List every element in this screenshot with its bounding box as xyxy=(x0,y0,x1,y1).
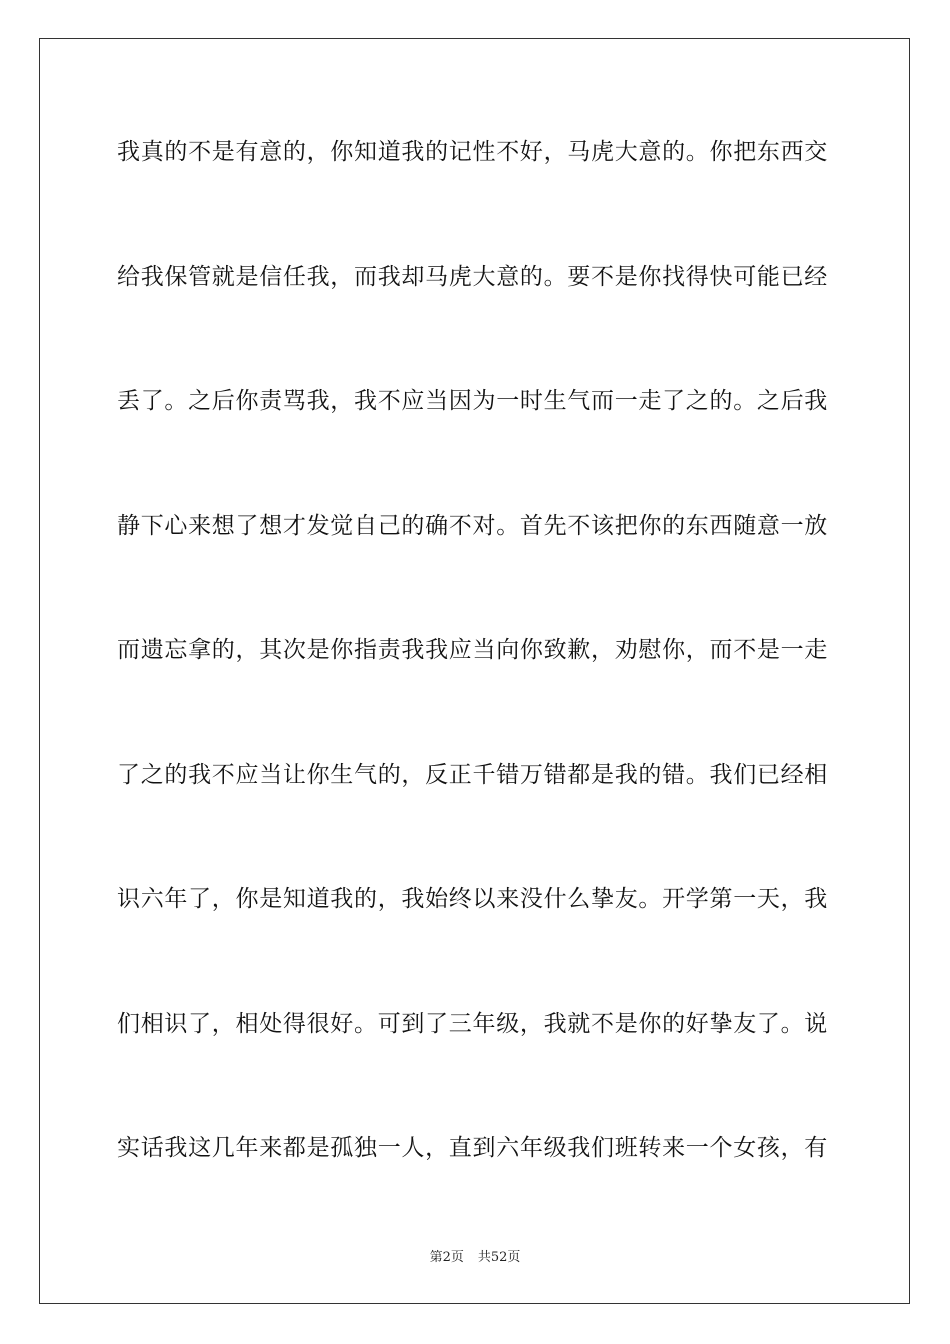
text-line-3: 丢了。之后你责骂我，我不应当因为一时生气而一走了之的。之后我 xyxy=(117,388,828,414)
page-number-total: 共52页 xyxy=(477,1250,521,1265)
page-footer xyxy=(0,1246,950,1265)
document-body xyxy=(117,128,833,1249)
text-line-1: 我真的不是有意的，你知道我的记性不好，马虎大意的。你把东西交 xyxy=(117,139,828,165)
text-line-2: 给我保管就是信任我，而我却马虎大意的。要不是你找得快可能已经 xyxy=(117,263,828,290)
text-line-7: 识六年了，你是知道我的，我始终以来没什么挚友。开学第一天，我 xyxy=(117,886,828,912)
text-line-9: 实话我这几年来都是孤独一人，直到六年级我们班转来一个女孩，有 xyxy=(117,1135,828,1161)
text-line-6: 了之的我不应当让你生气的，反正千错万错都是我的错。我们已经相 xyxy=(117,761,828,788)
text-line-4: 静下心来想了想才发觉自己的确不对。首先不该把你的东西随意一放 xyxy=(117,512,828,539)
text-line-8: 们相识了，相处得很好。可到了三年级，我就不是你的好挚友了。说 xyxy=(117,1010,828,1037)
page-number-current: 第2页 xyxy=(429,1250,464,1265)
text-line-5: 而遗忘拿的，其次是你指责我我应当向你致歉，劝慰你，而不是一走 xyxy=(117,637,828,663)
